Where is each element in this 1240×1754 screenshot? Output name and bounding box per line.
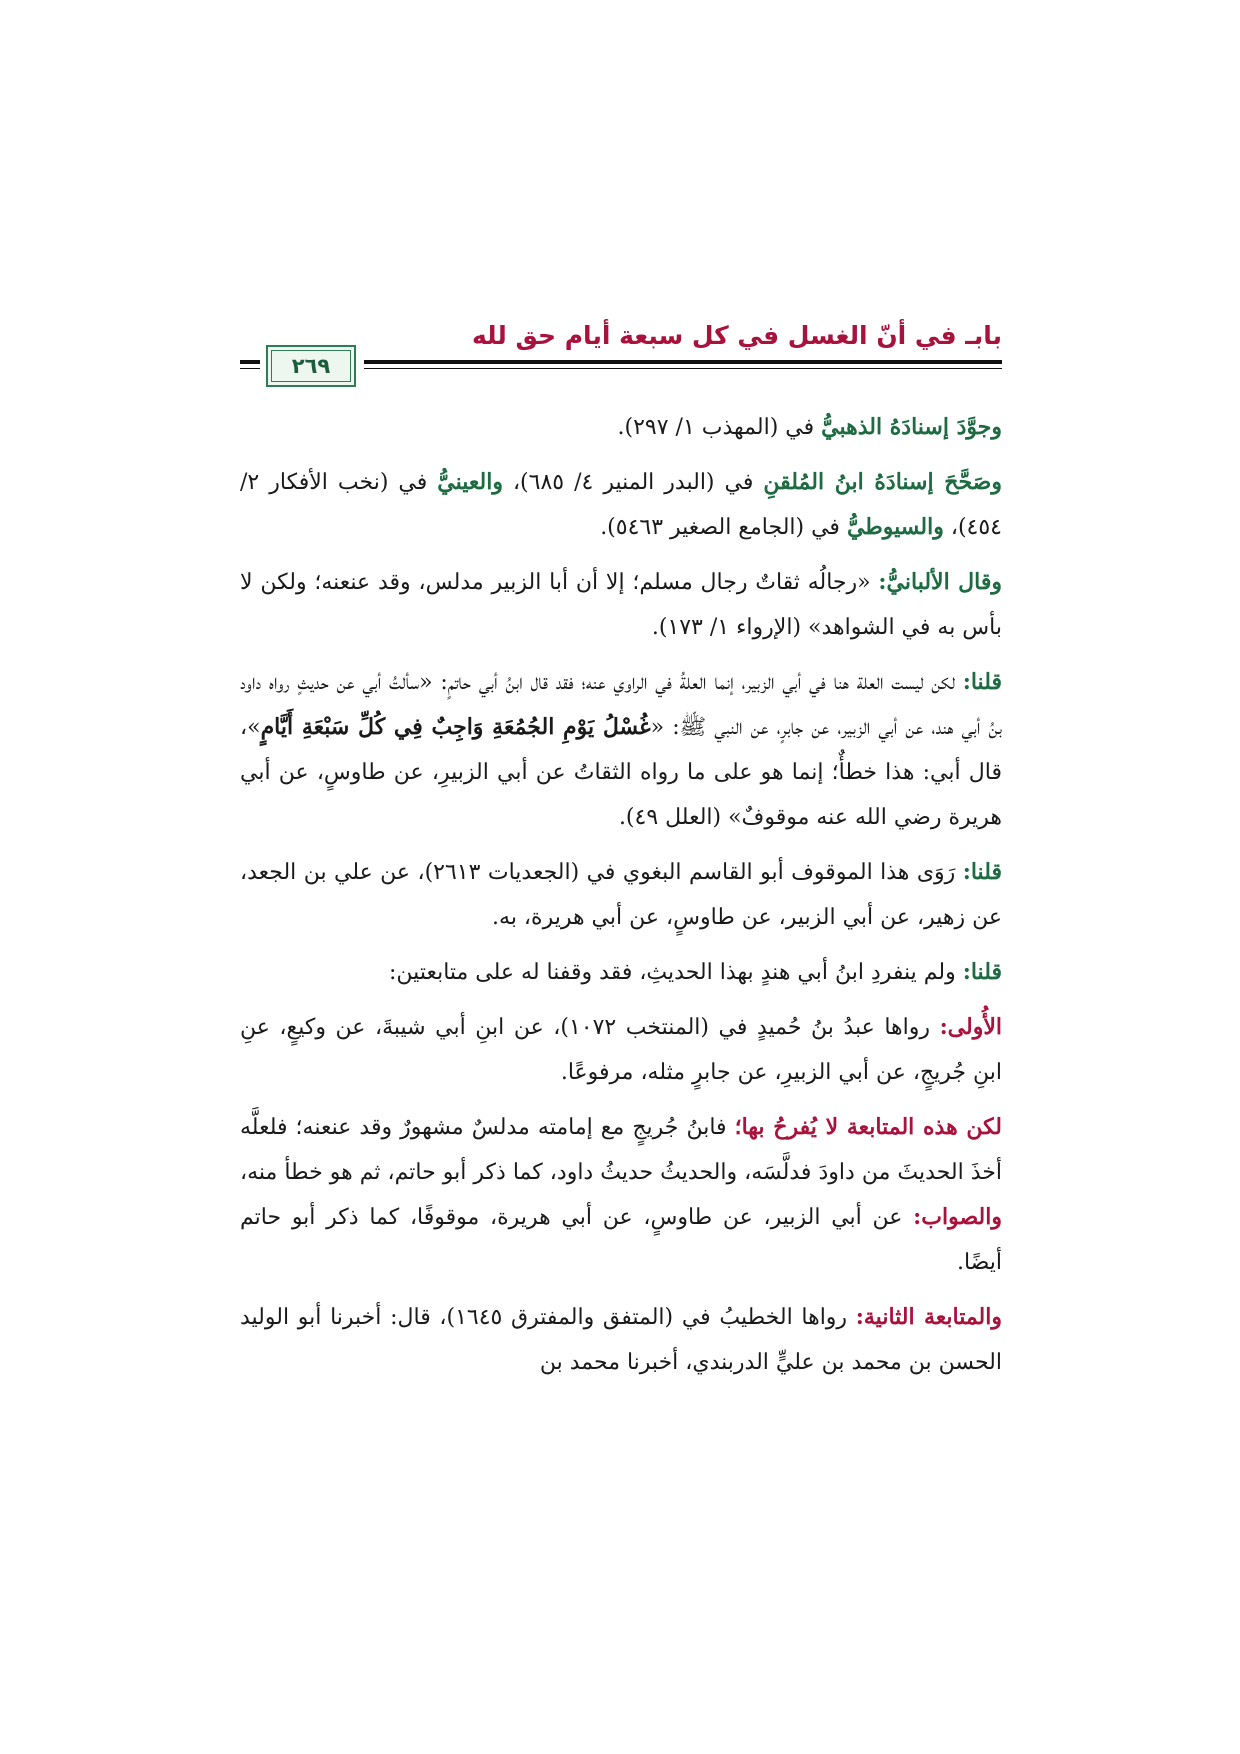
header-rule-left-thin xyxy=(240,368,260,369)
emphasis-red: والصواب: xyxy=(913,1204,1002,1230)
paragraph-text: في (المهذب ١/ ٢٩٧). xyxy=(617,415,822,440)
chapter-title: بابـ في أنّ الغسل في كل سبعة أيام حق لله xyxy=(472,321,1002,350)
hadith-text: غُسْلُ يَوْمِ الجُمُعَةِ وَاجِبٌ فِي كُلِّ سَبْعَةِ أَيَّامٍ xyxy=(260,714,651,740)
paragraph-text: في (الجامع الصغير ٥٤٦٣). xyxy=(600,515,847,540)
paragraph-4 xyxy=(240,660,1002,840)
emphasis-green: قلنا: xyxy=(962,859,1002,885)
paragraph-text: »، قال أبي: هذا خطأٌ؛ إنما هو على ما رواه الثقاتُ عن أبي الزبيرِ، عن طاوسٍ، عن أبي هريرة رضي الله عنه موقوفٌ» (العلل ٤٩). xyxy=(240,715,1002,830)
emphasis-green: والعينيُّ xyxy=(437,469,503,495)
emphasis-green: وقال الألبانيُّ: xyxy=(878,569,1002,595)
paragraph-text: فابنُ جُريجٍ مع إمامته مدلسٌ مشهورٌ وقد عنعنه؛ فلعلَّه أخذَ الحديثَ من داودَ فدلَّسَه، والحديثُ حديثُ داود، كما ذكر أبو حاتم، ثم هو خطأ منه، xyxy=(240,1115,1002,1185)
header-rule-left xyxy=(240,360,260,364)
page-number: ٢٦٩ xyxy=(291,354,331,378)
paragraph-text: في (نخب الأفكار ٢/ ٤٥٤)، xyxy=(240,470,1002,540)
emphasis-red: والمتابعة الثانية: xyxy=(855,1304,1002,1330)
page-header xyxy=(240,318,1002,388)
header-rule xyxy=(364,360,1002,364)
emphasis-green: قلنا: xyxy=(962,669,1002,695)
emphasis-green: وجوَّدَ إسنادَهُ الذهبيُّ xyxy=(821,414,1002,440)
page-body xyxy=(240,405,1002,1395)
emphasis-green: قلنا: xyxy=(962,959,1002,985)
paragraph-5 xyxy=(240,850,1002,940)
paragraph-3 xyxy=(240,560,1002,650)
paragraph-text: رواها عبدُ بنُ حُميدٍ في (المنتخب ١٠٧٢)، عن ابنِ أبي شيبةَ، عن وكيعٍ، عنِ ابنِ جُريجٍ، عن أبي الزبيرِ، عن جابرٍ مثله، مرفوعًا. xyxy=(240,1015,1002,1085)
paragraph-text: في (البدر المنير ٤/ ٦٨٥)، xyxy=(502,470,764,495)
paragraph-2 xyxy=(240,460,1002,550)
emphasis-green: والسيوطيُّ xyxy=(846,514,944,540)
paragraph-text: ولم ينفردِ ابنُ أبي هندٍ بهذا الحديثِ، فقد وقفنا له على متابعتين: xyxy=(389,960,963,985)
header-rule-thin xyxy=(364,368,1002,369)
emphasis-red: الأُولى: xyxy=(939,1014,1003,1040)
emphasis-red: لكن هذه المتابعة لا يُفرحُ بها؛ xyxy=(734,1114,1002,1140)
emphasis-green: وصَحَّحَ إسنادَهُ ابنُ المُلقنِ xyxy=(763,469,1002,495)
paragraph-1 xyxy=(240,405,1002,450)
paragraph-text: رَوَى هذا الموقوف أبو القاسم البغوي في (الجعديات ٢٦١٣)، عن علي بن الجعد، عن زهير، عن أبي الزبير، عن طاوسٍ، عن أبي هريرة، به. xyxy=(240,860,1002,930)
paragraph-text: رواها الخطيبُ في (المتفق والمفترق ١٦٤٥)، قال: أخبرنا أبو الوليد الحسن بن محمد بن عليٍّ الدربندي، أخبرنا محمد بن xyxy=(240,1305,1002,1375)
paragraph-text: عن أبي الزبير، عن طاوسٍ، عن أبي هريرة، موقوفًا، كما ذكر أبو حاتم أيضًا. xyxy=(240,1205,1002,1275)
page-number-badge xyxy=(266,345,356,387)
paragraph-7 xyxy=(240,1005,1002,1095)
paragraph-8 xyxy=(240,1105,1002,1285)
paragraph-6 xyxy=(240,950,1002,995)
paragraph-text: «رجالُه ثقاتٌ رجال مسلم؛ إلا أن أبا الزبير مدلس، وقد عنعنه؛ ولكن لا بأس به في الشواهد» (الإرواء ١/ ١٧٣). xyxy=(240,570,1002,640)
paragraph-text: لكن ليست العلة هنا في أبي الزبير، إنما العلةُ في الراوي عنه؛ فقد قال ابنُ أبي حاتمٍ: «سألتُ أبي عن حديثٍ رواه داود بنُ أبي هند، عن أبي الزبير، عن جابرٍ، عن النبي ﷺ: « xyxy=(240,670,1002,740)
paragraph-9 xyxy=(240,1295,1002,1385)
